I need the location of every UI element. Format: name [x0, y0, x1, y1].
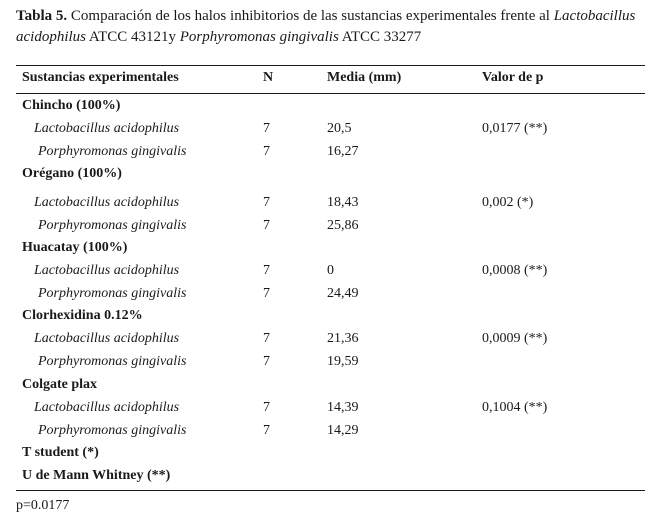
group-name: Chincho (100%) [22, 98, 121, 113]
table-row [0, 397, 657, 419]
header-media: Media (mm) [327, 70, 402, 85]
p-value: 0,1004 (**) [482, 400, 548, 415]
n-value: 7 [263, 144, 270, 159]
note-mann-whitney: U de Mann Whitney (**) [22, 468, 171, 483]
table-row [0, 420, 657, 442]
n-value: 7 [263, 354, 270, 369]
table-header-rule [16, 93, 645, 94]
media-value: 18,43 [327, 195, 359, 210]
caption-text-3: ATCC 33277 [338, 29, 422, 45]
media-value: 24,49 [327, 286, 359, 301]
table-header-row [0, 67, 657, 89]
group-row [0, 374, 657, 396]
table-row [0, 141, 657, 163]
table-bottom-rule [16, 490, 645, 491]
footer-note: p=0.0177 [16, 498, 70, 513]
group-name: Orégano (100%) [22, 166, 122, 181]
table-row [0, 215, 657, 237]
n-value: 7 [263, 286, 270, 301]
organism-name: Porphyromonas gingivalis [38, 218, 187, 233]
group-row [0, 95, 657, 117]
group-name: Huacatay (100%) [22, 240, 128, 255]
note-t-student: T student (*) [22, 445, 99, 460]
caption-label: Tabla 5. [16, 8, 68, 24]
p-value: 0,0009 (**) [482, 331, 548, 346]
table-top-rule [16, 65, 645, 66]
media-value: 20,5 [327, 121, 352, 136]
header-substance: Sustancias experimentales [22, 70, 179, 85]
group-name: Clorhexidina 0.12% [22, 308, 143, 323]
n-value: 7 [263, 423, 270, 438]
n-value: 7 [263, 263, 270, 278]
group-row [0, 237, 657, 259]
note-row [0, 465, 657, 487]
n-value: 7 [263, 400, 270, 415]
p-value: 0,0177 (**) [482, 121, 548, 136]
organism-name: Lactobacillus acidophilus [34, 121, 180, 136]
organism-name: Porphyromonas gingivalis [38, 354, 187, 369]
organism-name: Lactobacillus acidophilus [34, 263, 180, 278]
table-row [0, 192, 657, 214]
caption-organism-1: Lactobacillus acidophilus [16, 8, 636, 45]
table-row [0, 328, 657, 350]
media-value: 25,86 [327, 218, 359, 233]
table-row [0, 351, 657, 373]
organism-name: Lactobacillus acidophilus [34, 195, 180, 210]
organism-name: Lactobacillus acidophilus [34, 400, 180, 415]
n-value: 7 [263, 218, 270, 233]
n-value: 7 [263, 195, 270, 210]
media-value: 14,39 [327, 400, 359, 415]
n-value: 7 [263, 331, 270, 346]
table-row [0, 283, 657, 305]
p-value: 0,0008 (**) [482, 263, 548, 278]
media-value: 0 [327, 263, 334, 278]
note-row [0, 442, 657, 464]
table-row [0, 260, 657, 282]
media-value: 19,59 [327, 354, 359, 369]
media-value: 16,27 [327, 144, 359, 159]
header-n: N [263, 70, 274, 85]
organism-name: Porphyromonas gingivalis [38, 144, 187, 159]
p-value: 0,002 (*) [482, 195, 534, 210]
organism-name: Porphyromonas gingivalis [38, 423, 187, 438]
table-row [0, 118, 657, 140]
caption-text-2: ATCC 43121y [86, 29, 180, 45]
table-caption [16, 6, 646, 48]
caption-organism-2: Porphyromonas gingivalis [179, 29, 339, 45]
group-row [0, 305, 657, 327]
group-name: Colgate plax [22, 377, 98, 392]
n-value: 7 [263, 121, 270, 136]
caption-text-1: Comparación de los halos inhibitorios de las sustancias experimentales frente al [67, 8, 554, 24]
organism-name: Lactobacillus acidophilus [34, 331, 180, 346]
organism-name: Porphyromonas gingivalis [38, 286, 187, 301]
header-p-value: Valor de p [482, 70, 544, 85]
group-row [0, 163, 657, 185]
media-value: 14,29 [327, 423, 359, 438]
media-value: 21,36 [327, 331, 359, 346]
